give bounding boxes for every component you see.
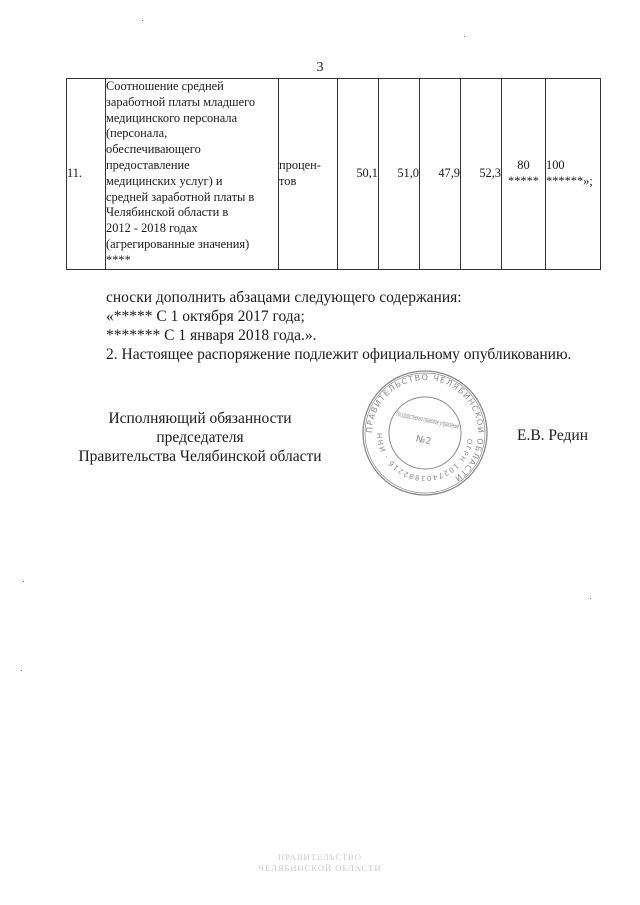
indicator-line: ****	[106, 252, 131, 267]
official-seal-stamp	[356, 368, 494, 503]
indicator-name-cell	[106, 79, 279, 270]
seal-number: №2	[414, 434, 432, 448]
indicator-line: 2012 - 2018 годах	[106, 221, 198, 236]
indicator-line: медицинского персонала	[106, 110, 238, 125]
value-cell: 47,9	[420, 79, 461, 270]
indicator-line: (персонала,	[106, 126, 168, 141]
signatory-position-line: Исполняющий обязанности председателя	[108, 410, 292, 446]
signatory-name: Е.В. Редин	[517, 427, 588, 444]
amendment-table	[66, 78, 601, 270]
indicator-line: Соотношение средней	[106, 79, 224, 93]
indicator-line: (агрегированные значения)	[106, 236, 250, 251]
indicator-line: обеспечивающего	[106, 142, 201, 157]
unit-line: тов	[279, 173, 297, 188]
footer-watermark	[0, 852, 640, 874]
footer-line: ПРАВИТЕЛЬСТВО	[277, 852, 363, 862]
value-100-note: ******»;	[546, 173, 593, 188]
footnote-7: ******* С 1 января 2018 года.».	[106, 327, 317, 344]
table-row	[67, 79, 601, 270]
seal-ids-text: ОГРН 1027403882216 · ИНН	[375, 431, 474, 483]
value-100-cell	[546, 79, 601, 270]
signatory-position	[64, 409, 336, 466]
indicator-line: заработной платы младшего	[106, 94, 256, 109]
footnotes-intro: сноски дополнить абзацами следующего содержания:	[106, 289, 462, 306]
footnote-5: «***** С 1 октября 2017 года;	[106, 308, 305, 325]
unit-line: процен-	[279, 157, 321, 172]
seal-inner-text: Государственно-правовое	[395, 408, 494, 439]
seal-outer-text: ПРАВИТЕЛЬСТВО ЧЕЛЯБИНСКОЙ ОБЛАСТИ	[364, 372, 486, 484]
value-80-note: *****	[508, 173, 539, 188]
value-cell: 51,0	[379, 79, 420, 270]
indicator-line: медицинских услуг) и	[106, 173, 223, 188]
indicator-line: Челябинской области в	[106, 205, 229, 220]
value-80-cell	[502, 79, 546, 270]
value-cell: 52,3	[461, 79, 502, 270]
publication-paragraph: 2. Настоящее распоряжение подлежит официальному опубликованию.	[106, 346, 572, 363]
indicator-line: средней заработной платы в	[106, 189, 255, 204]
unit-cell	[279, 79, 338, 270]
row-number-cell: 11.	[67, 79, 106, 270]
value-80: 80	[517, 157, 530, 172]
page-number: 3	[316, 60, 324, 75]
value-100: 100	[546, 157, 565, 172]
seal-graphic	[356, 368, 494, 498]
footer-line: ЧЕЛЯБИНСКОЙ ОБЛАСТИ	[258, 863, 382, 873]
value-cell: 50,1	[338, 79, 379, 270]
indicator-line: предоставление	[106, 157, 190, 172]
signatory-position-line: Правительства Челябинской области	[78, 448, 322, 465]
